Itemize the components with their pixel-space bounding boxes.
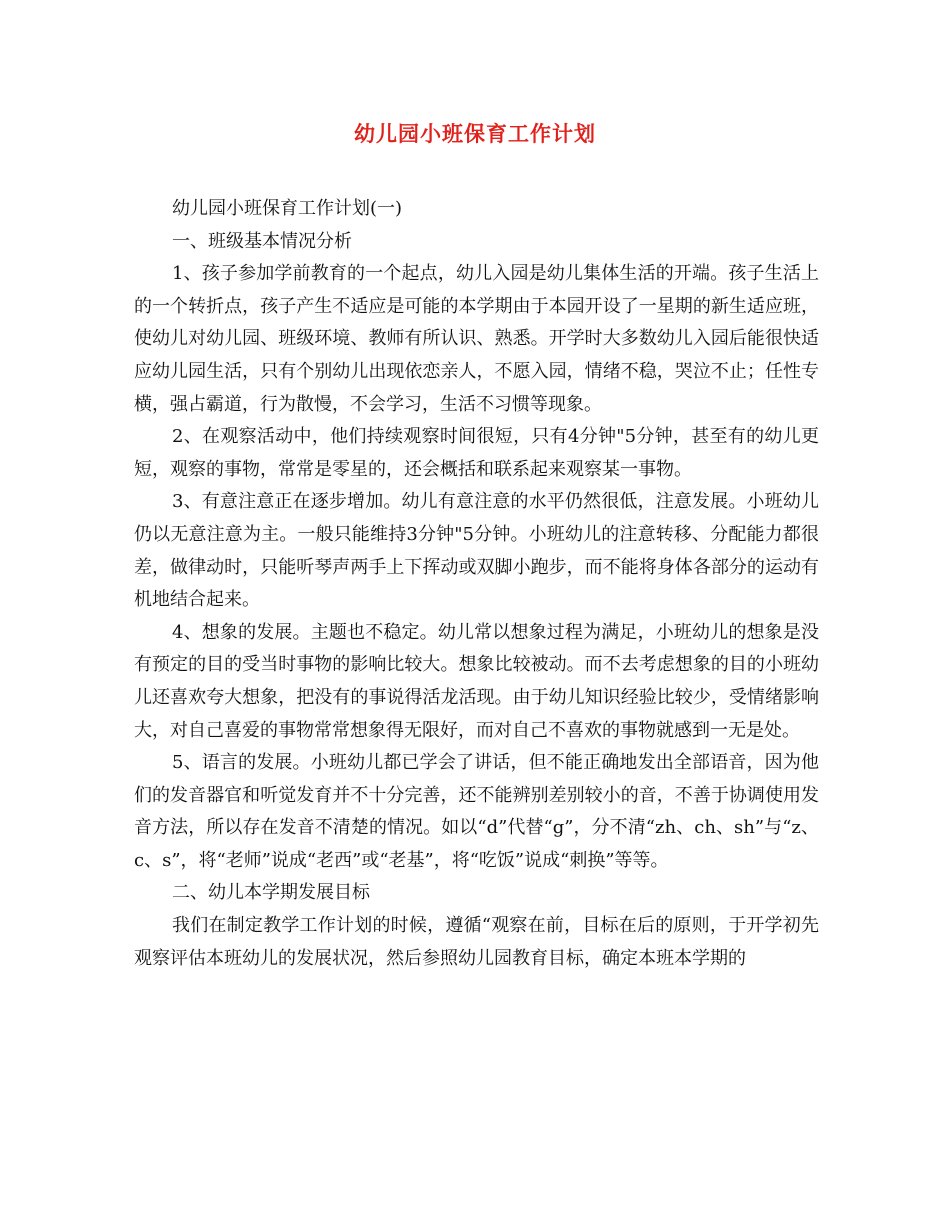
document-title: 幼儿园小班保育工作计划 xyxy=(354,121,596,146)
paragraph-4: 4、想象的发展。主题也不稳定。幼儿常以想象过程为满足，小班幼儿的想象是没有预定的目的受当时事物的影响比较大。想象比较被动。而不去考虑想象的目的小班幼儿还喜欢夸大想象，把没有的事说得活龙活现。由于幼儿知识经验比较少，受情绪影响大，对自己喜爱的事物常常想象得无限好，而对自己不喜欢的事物就感到一无是处。 xyxy=(134,621,819,741)
document-body xyxy=(134,193,819,975)
paragraph-subtitle: 幼儿园小班保育工作计划(一) xyxy=(172,198,403,219)
paragraph-1: 1、孩子参加学前教育的一个起点，幼儿入园是幼儿集体生活的开端。孩子生活上的一个转折点，孩子产生不适应是可能的本学期由于本园开设了一星期的新生适应班，使幼儿对幼儿园、班级环境、教师有所认识、熟悉。开学时大多数幼儿入园后能很快适应幼儿园生活，只有个别幼儿出现依恋亲人，不愿入园，情绪不稳，哭泣不止；任性专横，强占霸道，行为散慢，不会学习，生活不习惯等现象。 xyxy=(134,263,819,415)
section-heading-2: 二、幼儿本学期发展目标 xyxy=(172,882,370,904)
paragraph-5: 5、语言的发展。小班幼儿都已学会了讲话，但不能正确地发出全部语音，因为他们的发音器官和听觉发育并不十分完善，还不能辨别差别较小的音，不善于协调使用发音方法，所以存在发音不清楚的情况。如以“d”代替“g”，分不清“zh、ch、sh”与“z、c、s”，将“老师”说成“老西”或“老基”，将“吃饭”说成“刺换”等等。 xyxy=(134,752,819,871)
section-heading-1: 一、班级基本情况分析 xyxy=(172,230,352,252)
paragraph-3: 3、有意注意正在逐步增加。幼儿有意注意的水平仍然很低，注意发展。小班幼儿仍以无意注意为主。一般只能维持3分钟"5分钟。小班幼儿的注意转移、分配能力都很差，做律动时，只能听琴声两手上下挥动或双脚小跑步，而不能将身体各部分的运动有机地结合起来。 xyxy=(134,491,819,611)
paragraph-6: 我们在制定教学工作计划的时候，遵循“观察在前，目标在后的原则，于开学初先观察评估本班幼儿的发展状况，然后参照幼儿园教育目标，确定本班本学期的 xyxy=(134,915,819,969)
paragraph-2: 2、在观察活动中，他们持续观察时间很短，只有4分钟"5分钟，甚至有的幼儿更短，观察的事物，常常是零星的，还会概括和联系起来观察某一事物。 xyxy=(134,426,819,480)
